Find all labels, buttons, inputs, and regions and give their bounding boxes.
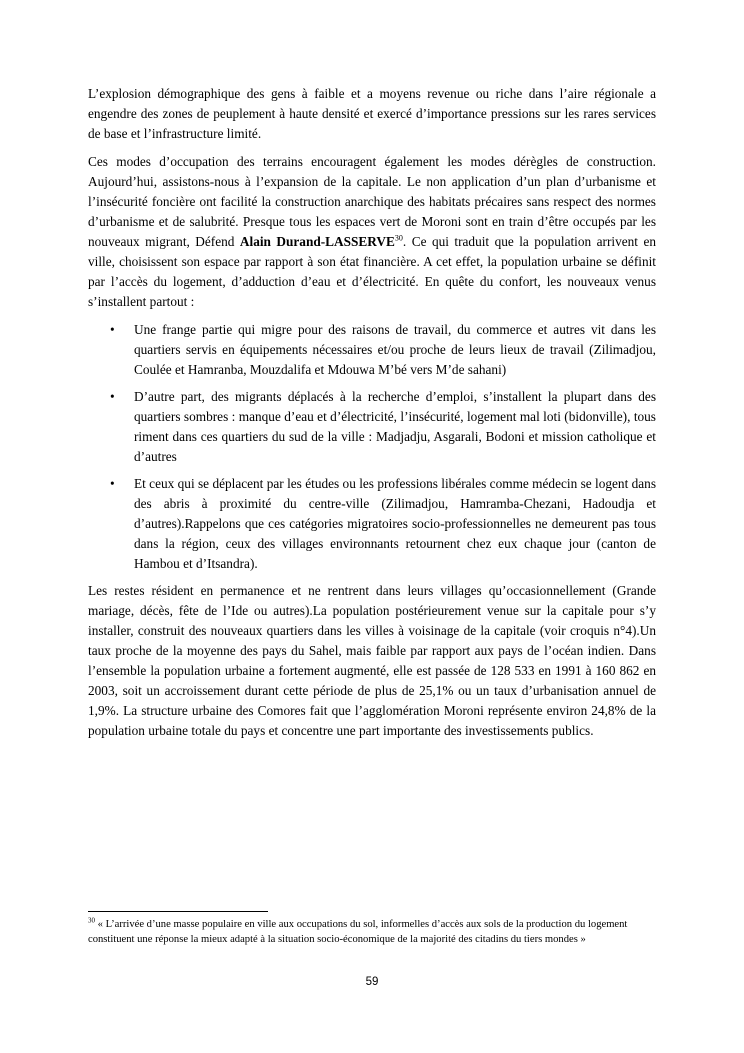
list-item-text: Une frange partie qui migre pour des raisons de travail, du commerce et autres vit dans les quartiers servis en équipements nécessaires et/ou proche de leurs lieux de travail (Zilimadjou, Coulée et Hamranba, Mouzdalifa et Mdouwa M’bé vers M’de sahani) bbox=[134, 322, 656, 377]
list-item bbox=[88, 320, 656, 380]
cited-author: Alain Durand-LASSERVE bbox=[239, 234, 395, 249]
footnote-number: 30 bbox=[88, 916, 95, 925]
list-item-text: D’autre part, des migrants déplacés à la recherche d’emploi, s’installent la plupart dans des quartiers sombres : manque d’eau et d’électricité, l’insécurité, logement mal loti (bidonville), tous riment dans ces quartiers du sud de la ville : Madjadju, Asgarali, Bodoni et mission catholique et d’autres bbox=[134, 389, 656, 464]
footnote-divider bbox=[88, 911, 268, 912]
paragraph-1: L’explosion démographique des gens à faible et a moyens revenue ou riche dans l’aire régionale a engendre des zones de peuplement à haute densité et exercé d’importance pressions sur les rares services de base et l’infrastructure limité. bbox=[88, 86, 656, 141]
paragraph-2-start: Ces modes d’occupation des terrains encouragent également les modes dérègles de construction. Aujourd’hui, assistons-nous à l’expansion de la capitale. Le non application d’un plan d’urbanisme et l’insécurité foncière ont facilité la construction anarchique des habitats précaires sans respect des normes d’urbanisme et de salubrité. Presque tous les espaces vert de Moroni sont en train d’être occupés par les nouveaux migrant, Défend bbox=[88, 154, 656, 249]
list-item-text: Et ceux qui se déplacent par les études ou les professions libérales comme médecin se logent dans des abris à proximité du centre-ville (Zilimadjou, Hamramba-Chezani, Hadoudja et d’autres).Rappelons que ces catégories migratoires socio-professionnelles ne demeurent pas tous dans la région, ceux des villages environnants retournent chez eux chaque jour (canton de Hambou et d’Itsandra). bbox=[134, 476, 656, 571]
bullet-list bbox=[88, 320, 656, 574]
page-body bbox=[88, 84, 656, 741]
footnote-text: « L’arrivée d’une masse populaire en ville aux occupations du sol, informelles d’accès aux sols de la production du logement constituent une réponse la mieux adapté à la situation socio-économique de la majorité des citadins du tiers mondes » bbox=[88, 919, 628, 945]
footnote bbox=[88, 917, 656, 947]
bullet-icon: • bbox=[110, 389, 115, 404]
bullet-icon: • bbox=[110, 476, 115, 491]
footnote-reference[interactable]: 30 bbox=[394, 233, 403, 243]
bullet-icon: • bbox=[110, 322, 115, 337]
paragraph-2-end: . Ce qui traduit que la population arrivent en ville, choisissent son espace par rapport à son état financière. A cet effet, la population urbaine se définit par l’accès du logement, d’adduction d’eau et d’électricité. En quête du confort, les nouveaux venus s’installent partout : bbox=[88, 234, 656, 309]
page-number: 59 bbox=[365, 976, 379, 988]
list-item bbox=[88, 387, 656, 467]
list-item bbox=[88, 474, 656, 574]
paragraph-3: Les restes résident en permanence et ne rentrent dans leurs villages qu’occasionnellement (Grande mariage, décès, fête de l’Ide ou autres).La population postérieurement venue sur la capitale pour s’y installer, construit des nouveaux quartiers dans les villes à voisinage de la capitale (voir croquis n°4).Un taux proche de la moyenne des pays du Sahel, mais faible par rapport aux pays de l’océan indien. Dans l’ensemble la population urbaine a fortement augmenté, elle est passée de 128 533 en 1991 à 160 862 en 2003, soit un accroissement durant cette période de plus de 25,1% ou un taux d’urbanisation annuel de 1,9%. La structure urbaine des Comores fait que l’agglomération Moroni représente environ 24,8% de la population urbaine totale du pays et concentre une part importante des investissements publics. bbox=[88, 583, 656, 738]
paragraph-2 bbox=[88, 152, 656, 312]
